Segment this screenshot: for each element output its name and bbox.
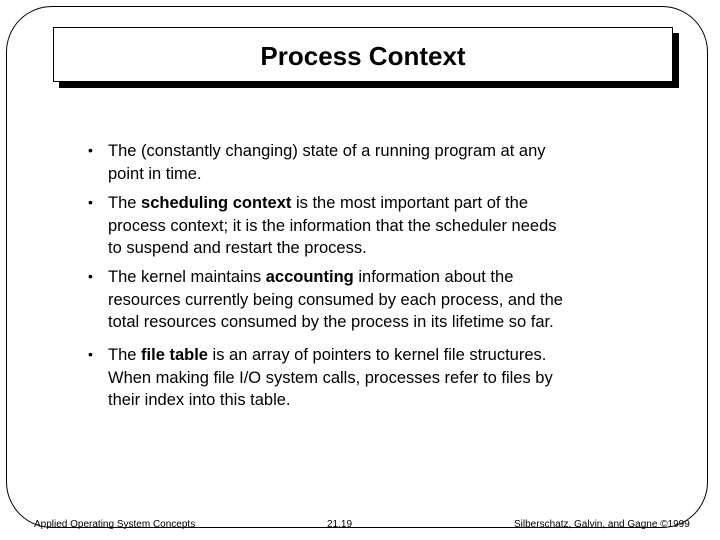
bullet-text: The (constantly changing) state of a running program at any (108, 142, 546, 160)
bullet-line (108, 311, 608, 334)
footer-page-number: 21.19 (327, 519, 353, 530)
bullet-line (108, 344, 608, 367)
bullet-term-accounting: accounting (265, 268, 354, 286)
bullet-line (108, 215, 608, 238)
title-box (53, 27, 673, 82)
bullet-icon: • (88, 268, 93, 284)
bullet-text: to suspend and restart the process. (108, 239, 367, 257)
bullet-text: When making file I/O system calls, processes refer to files by (108, 368, 553, 387)
bullet-line (108, 266, 608, 289)
bullet-item-1 (88, 140, 608, 185)
bullet-line (108, 389, 608, 412)
bullet-item-4 (88, 344, 608, 412)
bullet-text: The kernel maintains (108, 268, 266, 286)
bullet-text: is an array of pointers to kernel file structures. (207, 346, 547, 364)
bullet-line (108, 289, 608, 312)
bullet-text: The (108, 194, 142, 212)
bullet-term-scheduling-context: scheduling context (141, 194, 292, 212)
bullet-text: process context; it is the information that the scheduler needs (108, 216, 557, 235)
bullet-text: resources currently being consumed by each process, and the (108, 290, 563, 309)
footer-book-title: Applied Operating System Concepts (34, 519, 196, 530)
bullet-text: The (108, 346, 142, 364)
bullet-text: their index into this table. (108, 391, 291, 409)
bullet-line (108, 192, 608, 215)
bullet-term-file-table: file table (141, 346, 208, 364)
bullet-text: point in time. (108, 164, 202, 183)
bullet-icon: • (88, 142, 93, 158)
bullet-line (108, 140, 608, 163)
bullet-line (108, 367, 608, 390)
bullet-line (108, 237, 608, 260)
footer-copyright: Silberschatz, Galvin, and Gagne ©1999 (514, 519, 690, 530)
bullet-icon: • (88, 194, 93, 210)
slide-title: Process Context (260, 41, 466, 71)
bullet-line (108, 163, 608, 186)
bullet-text: information about the (353, 268, 514, 286)
bullet-text: total resources consumed by the process in its lifetime so far. (108, 313, 554, 331)
bullet-text: is the most important part of the (291, 194, 528, 212)
bullet-item-3 (88, 266, 608, 334)
bullet-item-2 (88, 192, 608, 260)
bullet-icon: • (88, 346, 93, 362)
